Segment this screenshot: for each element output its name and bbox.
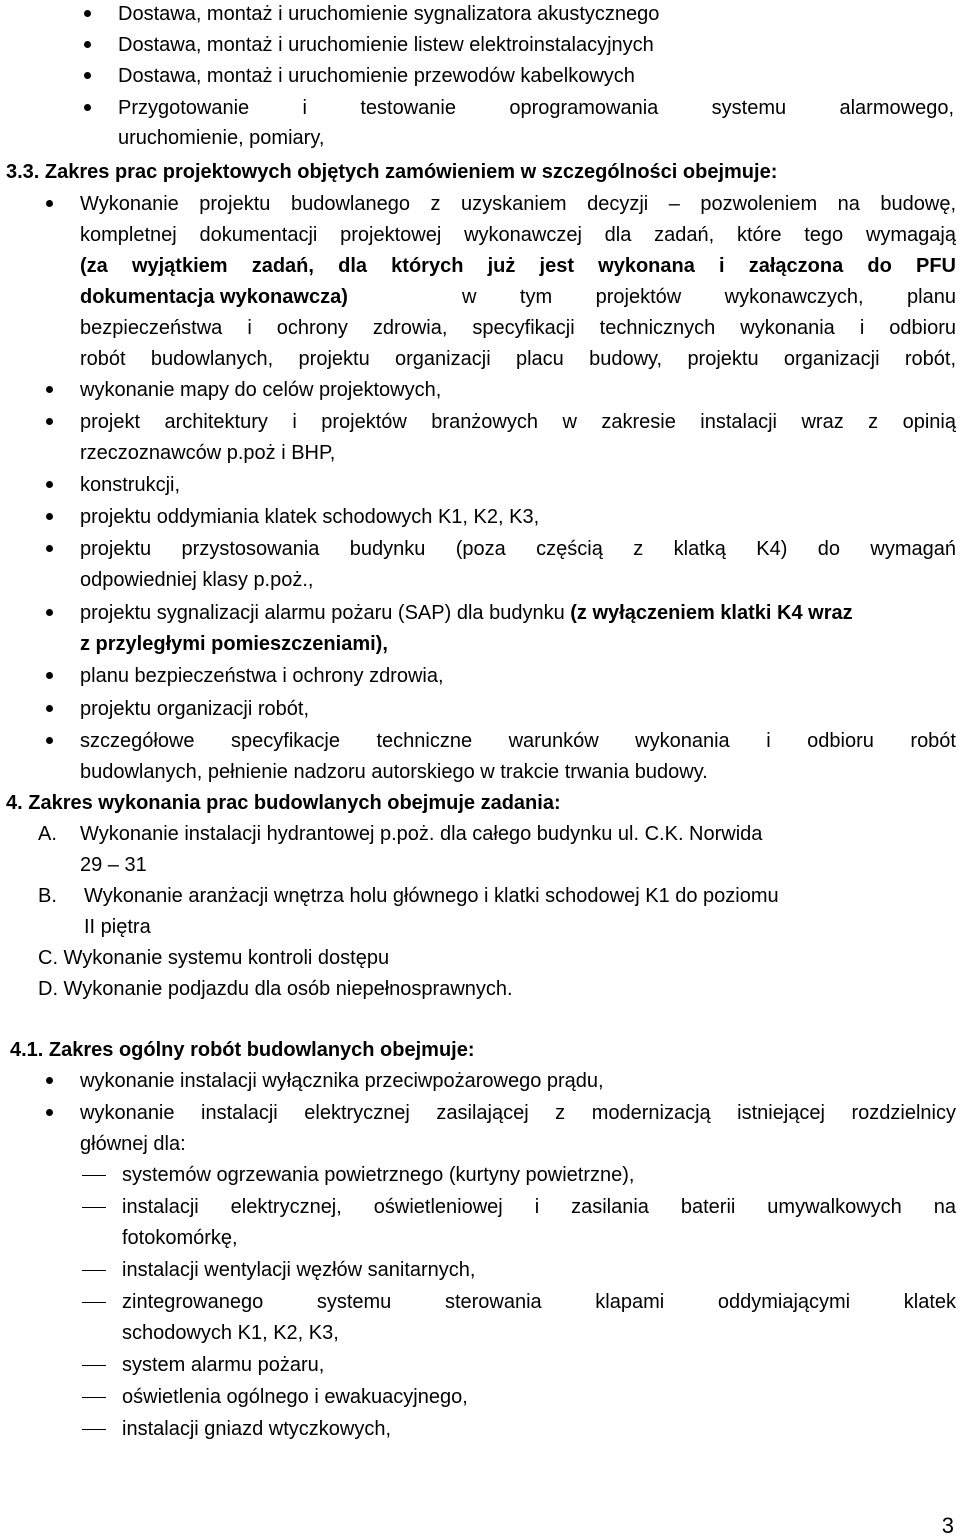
page-number: 3 — [941, 1513, 954, 1538]
scope-item-text-bold: (za wyjątkiem zadań, dla których już jest wykonana i załączona do PFU — [80, 255, 956, 277]
dash-icon — [82, 1302, 106, 1303]
task-text: Wykonanie instalacji hydrantowej p.poż. dla całego budynku ul. C.K. Norwida — [80, 823, 763, 845]
section-heading-3-3: 3.3. Zakres prac projektowych objętych zamówieniem w szczególności obejmuje: — [6, 161, 778, 183]
list-item: Dostawa, montaż i uruchomienie sygnalizatora akustycznego — [118, 3, 660, 25]
bullet-icon — [46, 705, 53, 712]
bullet-icon — [46, 545, 53, 552]
bullet-icon — [46, 200, 53, 207]
works-item-text: wykonanie instalacji elektrycznej zasilającej z modernizacją istniejącej rozdzielnicy — [80, 1102, 956, 1124]
works-item-text: wykonanie instalacji wyłącznika przeciwpożarowego prądu, — [80, 1070, 604, 1092]
scope-item-text: planu bezpieczeństwa i ochrony zdrowia, — [80, 665, 444, 687]
dash-icon — [82, 1207, 106, 1208]
list-item-continuation: uruchomienie, pomiary, — [118, 127, 325, 149]
section-heading-4-1: 4.1. Zakres ogólny robót budowlanych obejmuje: — [10, 1039, 475, 1061]
list-item: Dostawa, montaż i uruchomienie listew elektroinstalacyjnych — [118, 34, 654, 56]
dash-icon — [82, 1270, 106, 1271]
bullet-icon — [46, 513, 53, 520]
bullet-icon — [46, 1109, 53, 1116]
bullet-icon — [84, 72, 91, 79]
sub-item-text: system alarmu pożaru, — [122, 1354, 325, 1376]
task-text: II piętra — [84, 916, 151, 938]
sub-item-text: fotokomórkę, — [122, 1227, 238, 1249]
scope-item-text-bold: z przyległymi pomieszczeniami), — [80, 633, 388, 655]
scope-item-text: wykonanie mapy do celów projektowych, — [80, 379, 442, 401]
scope-item-text: kompletnej dokumentacji projektowej wykonawczej dla zadań, które tego wymagają — [80, 224, 956, 246]
sub-item-text: systemów ogrzewania powietrznego (kurtyny powietrzne), — [122, 1164, 635, 1186]
scope-item-text: projektu oddymiania klatek schodowych K1, K2, K3, — [80, 506, 540, 528]
scope-item-text: bezpieczeństwa i ochrony zdrowia, specyfikacji technicznych wykonania i odbioru — [80, 317, 956, 339]
scope-item-text: projektu organizacji robót, — [80, 698, 310, 720]
bullet-icon — [46, 1077, 53, 1084]
dash-icon — [82, 1429, 106, 1430]
task-marker: A. — [38, 823, 57, 845]
task-marker: B. — [38, 885, 57, 907]
scope-item-text: budowlanych, pełnienie nadzoru autorskiego w trakcie trwania budowy. — [80, 761, 708, 783]
scope-item-text: rzeczoznawców p.poż i BHP, — [80, 442, 336, 464]
scope-item-text: szczegółowe specyfikacje techniczne warunków wykonania i odbioru robót — [80, 730, 956, 752]
bullet-icon — [46, 672, 53, 679]
bullet-icon — [84, 104, 91, 111]
scope-item-text: robót budowlanych, projektu organizacji placu budowy, projektu organizacji robót, — [80, 348, 956, 370]
scope-item-text-bold: dokumentacja wykonawcza) — [80, 286, 348, 308]
dash-icon — [82, 1397, 106, 1398]
bullet-icon — [46, 418, 53, 425]
bullet-icon — [46, 609, 53, 616]
works-item-text: głównej dla: — [80, 1133, 186, 1155]
section-heading-4: 4. Zakres wykonania prac budowlanych obejmuje zadania: — [6, 792, 561, 814]
task-text: C. Wykonanie systemu kontroli dostępu — [38, 947, 390, 969]
sub-item-text: zintegrowanego systemu sterowania klapami oddymiającymi klatek — [122, 1291, 956, 1313]
scope-item-text-bold: (z wyłączeniem klatki K4 wraz — [570, 602, 853, 624]
task-text: D. Wykonanie podjazdu dla osób niepełnosprawnych. — [38, 978, 513, 1000]
sub-item-text: instalacji elektrycznej, oświetleniowej i zasilania baterii umywalkowych na — [122, 1196, 956, 1218]
sub-item-text: oświetlenia ogólnego i ewakuacyjnego, — [122, 1386, 468, 1408]
scope-item-text: projektu sygnalizacji alarmu pożaru (SAP) dla budynku — [80, 602, 565, 624]
bullet-icon — [84, 10, 91, 17]
task-text: Wykonanie aranżacji wnętrza holu głównego i klatki schodowej K1 do poziomu — [84, 885, 779, 907]
scope-item-text: Wykonanie projektu budowlanego z uzyskaniem decyzji – pozwoleniem na budowę, — [80, 193, 956, 215]
sub-item-text: schodowych K1, K2, K3, — [122, 1322, 339, 1344]
task-text: 29 – 31 — [80, 854, 147, 876]
scope-item-text: projektu przystosowania budynku (poza częścią z klatką K4) do wymagań — [80, 538, 956, 560]
scope-item-text: projekt architektury i projektów branżowych w zakresie instalacji wraz z opinią — [80, 411, 956, 433]
scope-item-text: odpowiedniej klasy p.poż., — [80, 569, 314, 591]
bullet-icon — [46, 481, 53, 488]
list-item: Dostawa, montaż i uruchomienie przewodów kabelkowych — [118, 65, 635, 87]
sub-item-text: instalacji gniazd wtyczkowych, — [122, 1418, 391, 1440]
scope-item-text — [80, 599, 853, 627]
bullet-icon — [84, 41, 91, 48]
dash-icon — [82, 1365, 106, 1366]
sub-item-text: instalacji wentylacji węzłów sanitarnych, — [122, 1259, 476, 1281]
list-item: Przygotowanie i testowanie oprogramowania systemu alarmowego, — [118, 97, 954, 119]
scope-item-text: w tym projektów wykonawczych, planu — [462, 286, 956, 308]
scope-item-text: konstrukcji, — [80, 474, 181, 496]
bullet-icon — [46, 386, 53, 393]
bullet-icon — [46, 737, 53, 744]
dash-icon — [82, 1175, 106, 1176]
